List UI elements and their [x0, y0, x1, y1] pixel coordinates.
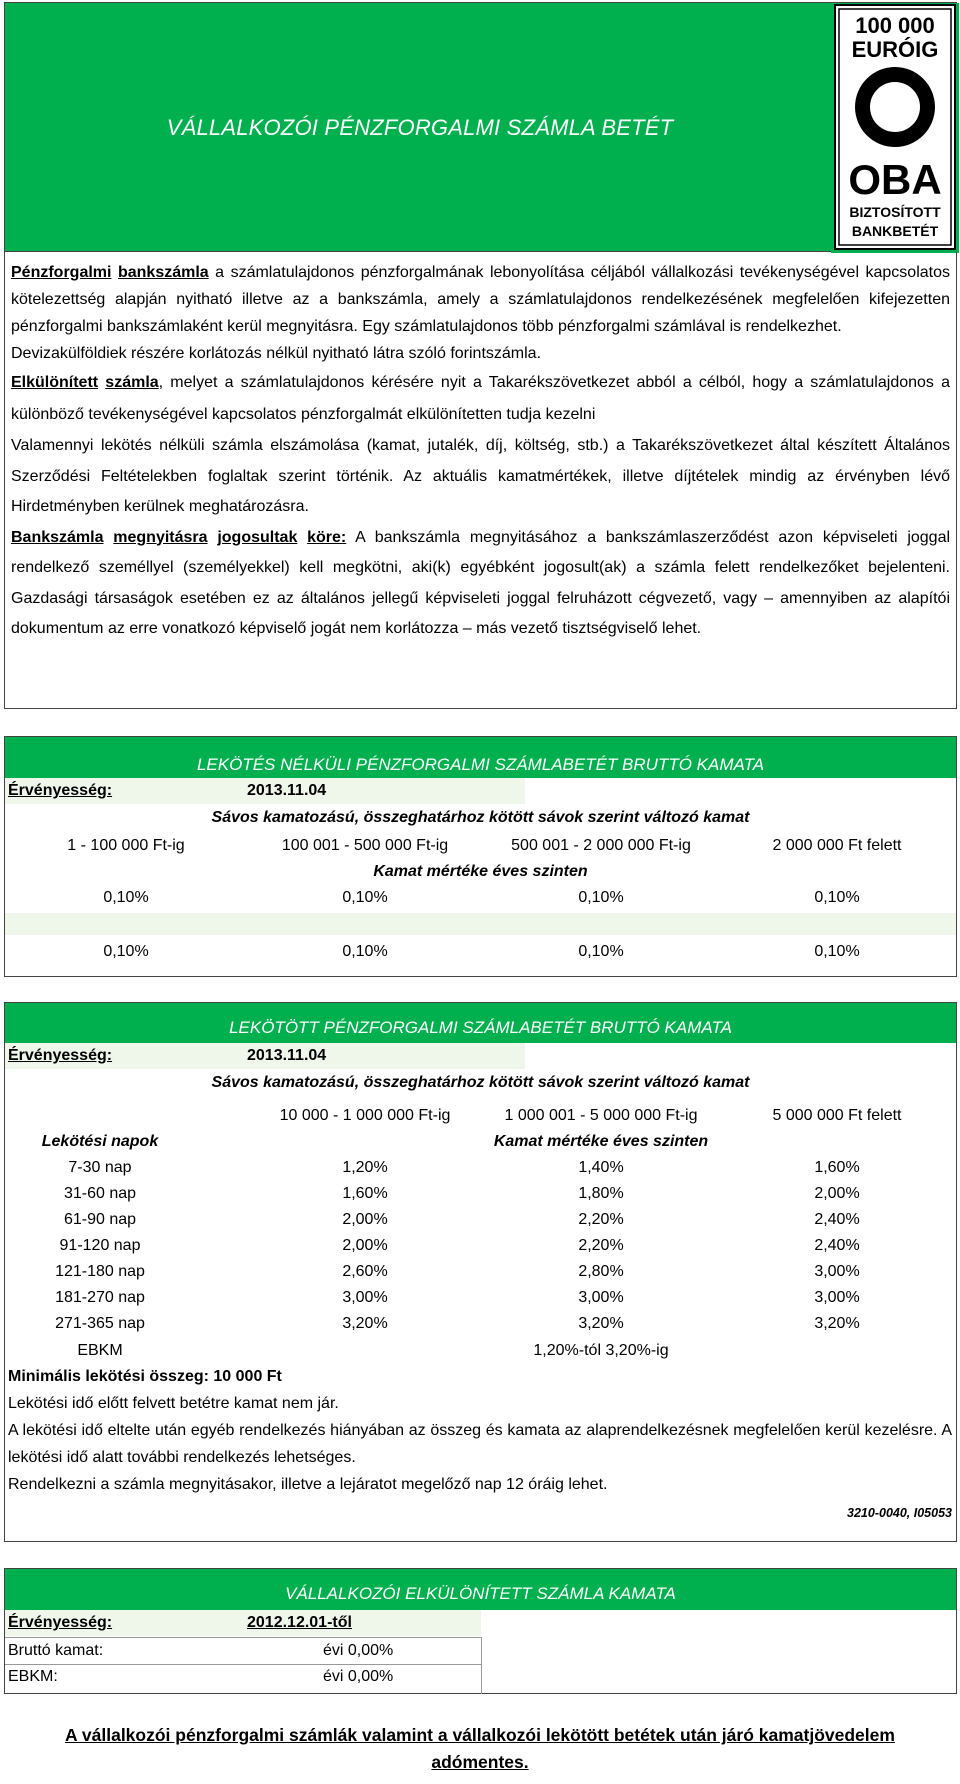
section1-validity-date: 2013.11.04 — [247, 782, 327, 799]
section1-rate-1-2: 0,10% — [342, 889, 388, 906]
section2-note3-row — [5, 1472, 956, 1498]
period-cell: 7-30 nap — [68, 1159, 132, 1176]
section1-validity-label: Érvényesség: — [8, 782, 113, 799]
section3-ebkm-row — [5, 1664, 481, 1690]
section2-note1-row — [5, 1391, 956, 1417]
section2-band-1: 10 000 - 1 000 000 Ft-ig — [279, 1107, 451, 1124]
section3-ebkm-label: EBKM: — [8, 1668, 58, 1685]
section1-rate-2-4: 0,10% — [814, 943, 860, 960]
intro-paragraph-5 — [11, 523, 950, 645]
section2-note-1: Lekötési idő előtt felvett betétre kamat nem jár. — [8, 1395, 339, 1412]
section2-validity-row — [5, 1043, 956, 1069]
section2-validity-label: Érvényesség: — [8, 1047, 113, 1064]
section1-rate-2-1: 0,10% — [103, 943, 149, 960]
rate-cell: 3,00% — [814, 1263, 860, 1280]
rate-cell: 3,00% — [814, 1289, 860, 1306]
term-szamla: számla — [105, 374, 159, 391]
section2-ebkm-value: 1,20%-tól 3,20%-ig — [533, 1342, 669, 1359]
section2-header — [5, 1003, 956, 1043]
section1-band-1: 1 - 100 000 Ft-ig — [67, 837, 185, 854]
intro-paragraph-5-text: A bankszámla megnyitásához a bankszámlaszerződést azon képviseleti joggal rendelkező személlyel (személyekkel) kell megkötni, aki(k) egyébként jogosult(ak) a számla felett rendelkezőket bejelenteni. Gazdasági társaságok esetében ez az általános jellegű képviseleti joggal felruházott cégvezető, vagy – amennyiben az alapítói dokumentum az erre vonatkozó képviselő jogát nem korlátozza – más vezető tisztségviselő lehet. — [11, 528, 951, 637]
table-row — [5, 1311, 956, 1337]
section3-validity-date: 2012.12.01-től — [247, 1614, 352, 1631]
section2-title: LEKÖTÖTT PÉNZFORGALMI SZÁMLABETÉT BRUTTÓ KAMATA — [229, 1018, 732, 1037]
section3-title: VÁLLALKOZÓI ELKÜLÖNÍTETT SZÁMLA KAMATA — [285, 1584, 676, 1603]
section-separated-account — [4, 1568, 957, 1694]
rate-cell: 1,80% — [578, 1185, 624, 1202]
rate-cell: 3,00% — [578, 1289, 624, 1306]
section1-subtitle-row — [5, 805, 956, 831]
oba-badge-logo — [831, 3, 959, 253]
section2-band-2: 1 000 001 - 5 000 000 Ft-ig — [504, 1107, 698, 1124]
period-cell: 271-365 nap — [55, 1315, 145, 1332]
section2-header-row — [5, 1129, 956, 1155]
section1-rate-2-3: 0,10% — [578, 943, 624, 960]
intro-paragraph-1-text: a számlatulajdonos pénzforgalmának lebonyolítása céljából vállalkozási tevékenységével kapcsolatos kötelezettség alapján nyitható illetve az a bankszámla, amely a számlatulajdonos rendelkezésének megfelelően kifejezetten pénzforgalmi bankszámlaként kerül megnyitásra. Egy számlatulajdonos több pénzforgalmi számlával is rendelkezhet. — [11, 264, 950, 335]
section2-validity-date: 2013.11.04 — [247, 1047, 327, 1064]
section1-title: LEKÖTÉS NÉLKÜLI PÉNZFORGALMI SZÁMLABETÉT BRUTTÓ KAMATA — [196, 755, 765, 774]
rate-cell: 2,20% — [578, 1211, 624, 1228]
rate-cell: 2,00% — [342, 1211, 388, 1228]
intro-text-box — [4, 252, 957, 709]
section3-gross-row — [5, 1637, 481, 1665]
term-kore: köre: — [307, 528, 347, 546]
rate-cell: 2,40% — [814, 1237, 860, 1254]
section3-validity-label: Érvényesség: — [8, 1614, 113, 1631]
section2-code: 3210-0040, I05053 — [847, 1506, 952, 1520]
section1-validity-row — [5, 778, 956, 804]
section2-period-header: Lekötési napok — [41, 1133, 159, 1150]
term-penzforgalmi: Pénzforgalmi — [11, 264, 112, 281]
badge-sub1: BIZTOSÍTOTT — [849, 204, 941, 220]
term-jogosultak: jogosultak — [217, 528, 298, 546]
section2-note-3: Rendelkezni a számla megnyitásakor, illetve a lejáratot megelőző nap 12 óráig lehet. — [8, 1476, 608, 1493]
badge-line1: 100 000 — [855, 13, 935, 38]
section1-band-2: 100 001 - 500 000 Ft-ig — [281, 837, 449, 854]
rate-cell: 3,20% — [342, 1315, 388, 1332]
rate-cell: 3,20% — [814, 1315, 860, 1332]
term-elkulonitett: Elkülönített — [11, 374, 99, 391]
section1-rate-1-3: 0,10% — [578, 889, 624, 906]
section2-bands-row — [5, 1103, 956, 1129]
intro-paragraph-2: Devizakülföldiek részére korlátozás nélkül nyitható látra szóló forintszámla. — [11, 345, 542, 362]
section2-ebkm-row — [5, 1338, 956, 1364]
section1-subtitle: Sávos kamatozású, összeghatárhoz kötött sávok szerint változó kamat — [211, 809, 750, 826]
section1-band-3: 500 001 - 2 000 000 Ft-ig — [511, 837, 691, 854]
table-row — [5, 1233, 956, 1259]
section2-min-amount-row — [5, 1364, 956, 1390]
section1-rate-caption-row — [5, 859, 956, 885]
section-unfixed-rates — [4, 736, 957, 977]
rate-cell: 2,40% — [814, 1211, 860, 1228]
table-row — [5, 1181, 956, 1207]
section1-rate-1-1: 0,10% — [103, 889, 149, 906]
section3-ebkm-value: évi 0,00% — [323, 1668, 394, 1685]
section2-subtitle-row — [5, 1070, 956, 1096]
rate-cell: 1,60% — [814, 1159, 860, 1176]
rate-cell: 1,20% — [342, 1159, 388, 1176]
rate-cell: 3,20% — [578, 1315, 624, 1332]
period-cell: 61-90 nap — [63, 1211, 137, 1228]
term-megnyitasra: megnyitásra — [113, 528, 208, 546]
rate-cell: 2,80% — [578, 1263, 624, 1280]
section1-rates-row-1 — [5, 885, 956, 911]
page-title: VÁLLALKOZÓI PÉNZFORGALMI SZÁMLA BETÉT — [166, 115, 674, 140]
rate-cell: 2,60% — [342, 1263, 388, 1280]
table-row — [5, 1285, 956, 1311]
rate-cell: 1,60% — [342, 1185, 388, 1202]
section1-header — [5, 737, 956, 778]
section3-gross-value: évi 0,00% — [323, 1642, 394, 1659]
section2-subtitle: Sávos kamatozású, összeghatárhoz kötött sávok szerint változó kamat — [211, 1074, 750, 1091]
table-row — [5, 1207, 956, 1233]
section2-note-2: A lekötési idő eltelte után egyéb rendelkezés hiányában az összeg és kamata az alaprendelkezésnek megfelelően kerül kezelésre. A lekötési idő alatt további rendelkezés lehetséges. — [8, 1422, 952, 1466]
section1-band-4: 2 000 000 Ft felett — [772, 837, 902, 854]
badge-sub2: BANKBETÉT — [851, 223, 939, 239]
badge-line2: EURÓIG — [851, 37, 939, 62]
tax-exempt-note: A vállalkozói pénzforgalmi számlák valamint a vállalkozói lekötött betétek után járó kamatjövedelem adómentes. — [65, 1725, 895, 1772]
table-row — [5, 1259, 956, 1285]
section1-rate-2-2: 0,10% — [342, 943, 388, 960]
section2-code-row — [5, 1500, 956, 1526]
header-banner — [4, 2, 957, 252]
section1-rate-caption: Kamat mértéke éves szinten — [373, 863, 588, 880]
period-cell: 31-60 nap — [63, 1185, 137, 1202]
period-cell: 181-270 nap — [55, 1289, 145, 1306]
section-fixed-rates — [4, 1002, 957, 1542]
section2-band-3: 5 000 000 Ft felett — [772, 1107, 902, 1124]
section1-blank-row — [5, 911, 956, 937]
section2-ebkm-label: EBKM — [77, 1342, 123, 1359]
section2-rate-caption: Kamat mértéke éves szinten — [493, 1133, 709, 1150]
intro-paragraph-4: Valamennyi lekötés nélküli számla elszámolása (kamat, jutalék, díj, költség, stb.) a Takarékszövetkezet által készített Általános Szerződési Feltételekben foglaltak szerint történik. Az aktuális kamatmértékek, illetve díjtételek mindig az érvényben lévő Hirdetményben kerülnek meghatározásra. — [11, 437, 950, 515]
rate-cell: 2,00% — [814, 1185, 860, 1202]
section1-bands-row — [5, 833, 956, 859]
section3-header — [5, 1569, 956, 1610]
intro-paragraph-1 — [11, 259, 950, 340]
rate-cell: 2,00% — [342, 1237, 388, 1254]
section3-validity-row — [5, 1610, 956, 1636]
intro-paragraph-3-text: , melyet a számlatulajdonos kérésére nyit a Takarékszövetkezet abból a célból, hogy a számlatulajdonos a különböző tevékenységével kapcsolatos pénzforgalmát elkülönítetten tudja kezelni — [11, 374, 950, 423]
section1-rates-row-2 — [5, 939, 956, 965]
intro-paragraph-3 — [11, 367, 950, 431]
period-cell: 121-180 nap — [55, 1263, 145, 1280]
section2-min-amount: Minimális lekötési összeg: 10 000 Ft — [8, 1368, 282, 1385]
term-bankszamla-2: Bankszámla — [11, 528, 104, 546]
rate-cell: 3,00% — [342, 1289, 388, 1306]
rate-cell: 1,40% — [578, 1159, 624, 1176]
period-cell: 91-120 nap — [59, 1237, 141, 1254]
section3-gross-label: Bruttó kamat: — [8, 1642, 104, 1659]
section1-rate-1-4: 0,10% — [814, 889, 860, 906]
rate-cell: 2,20% — [578, 1237, 624, 1254]
term-bankszamla: bankszámla — [117, 264, 209, 281]
table-row — [5, 1155, 956, 1181]
badge-brand: OBA — [848, 156, 942, 203]
